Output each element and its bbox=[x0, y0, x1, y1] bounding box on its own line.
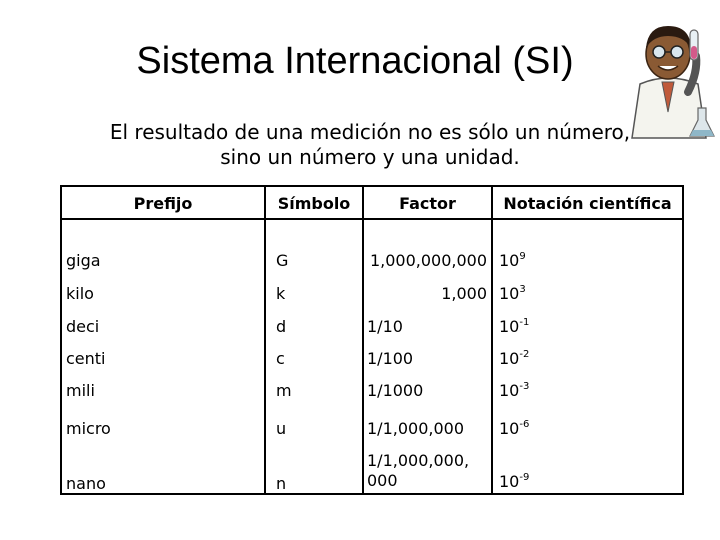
cell-notation bbox=[499, 381, 529, 401]
header-factor: Factor bbox=[362, 187, 491, 220]
cell-symbol: n bbox=[276, 474, 287, 493]
notation-base: 10 bbox=[499, 419, 520, 438]
column-divider bbox=[264, 220, 266, 493]
cell-factor: 1,000 bbox=[441, 284, 487, 303]
notation-base: 10 bbox=[499, 251, 520, 270]
subtitle bbox=[20, 120, 720, 170]
cell-factor: 1/10 bbox=[367, 317, 403, 336]
column-divider bbox=[491, 220, 493, 493]
cell-symbol: c bbox=[276, 349, 285, 368]
cell-factor: 1/1000 bbox=[367, 381, 424, 400]
cell-notation bbox=[499, 251, 526, 271]
notation-exponent: -9 bbox=[519, 472, 530, 483]
notation-base: 10 bbox=[499, 284, 520, 303]
cell-notation bbox=[499, 317, 529, 337]
scientist-with-test-tube-icon bbox=[618, 12, 718, 142]
cell-symbol: u bbox=[276, 419, 287, 438]
cell-notation bbox=[499, 472, 529, 492]
page-title: Sistema Internacional (SI) bbox=[136, 40, 574, 82]
cell-prefix: giga bbox=[66, 251, 101, 270]
column-divider bbox=[362, 220, 364, 493]
cell-factor: 1,000,000,000 bbox=[369, 251, 487, 270]
header-symbol: Símbolo bbox=[264, 187, 362, 220]
cell-prefix: mili bbox=[66, 381, 95, 400]
notation-exponent: -3 bbox=[519, 381, 530, 392]
si-prefix-table bbox=[60, 185, 684, 495]
notation-base: 10 bbox=[499, 381, 520, 400]
cell-factor: 1/100 bbox=[367, 349, 414, 368]
subtitle-line-2: sino un número y una unidad. bbox=[220, 145, 520, 169]
notation-exponent: -6 bbox=[519, 419, 530, 430]
cell-symbol: k bbox=[276, 284, 286, 303]
notation-base: 10 bbox=[499, 349, 520, 368]
cell-prefix: centi bbox=[66, 349, 106, 368]
notation-base: 10 bbox=[499, 472, 520, 491]
subtitle-line-1: El resultado de una medición no es sólo un número, bbox=[109, 120, 631, 144]
cell-factor: 1/1,000,000 bbox=[367, 419, 464, 438]
notation-exponent: -2 bbox=[519, 349, 530, 360]
cell-symbol: m bbox=[276, 381, 292, 400]
cell-prefix: nano bbox=[66, 474, 106, 493]
notation-exponent: -1 bbox=[519, 317, 530, 328]
header-scientific-notation: Notación científica bbox=[491, 187, 682, 220]
header-prefix: Prefijo bbox=[62, 187, 264, 220]
cell-prefix: micro bbox=[66, 419, 111, 438]
cell-prefix: deci bbox=[66, 317, 100, 336]
cell-notation bbox=[499, 284, 526, 304]
cell-prefix: kilo bbox=[66, 284, 94, 303]
notation-exponent: 9 bbox=[519, 251, 526, 262]
cell-symbol: d bbox=[276, 317, 287, 336]
notation-base: 10 bbox=[499, 317, 520, 336]
cell-symbol: G bbox=[276, 251, 289, 270]
notation-exponent: 3 bbox=[519, 284, 526, 295]
cell-factor: 1/1,000,000,000 bbox=[367, 451, 470, 490]
cell-notation bbox=[499, 419, 529, 439]
cell-notation bbox=[499, 349, 529, 369]
